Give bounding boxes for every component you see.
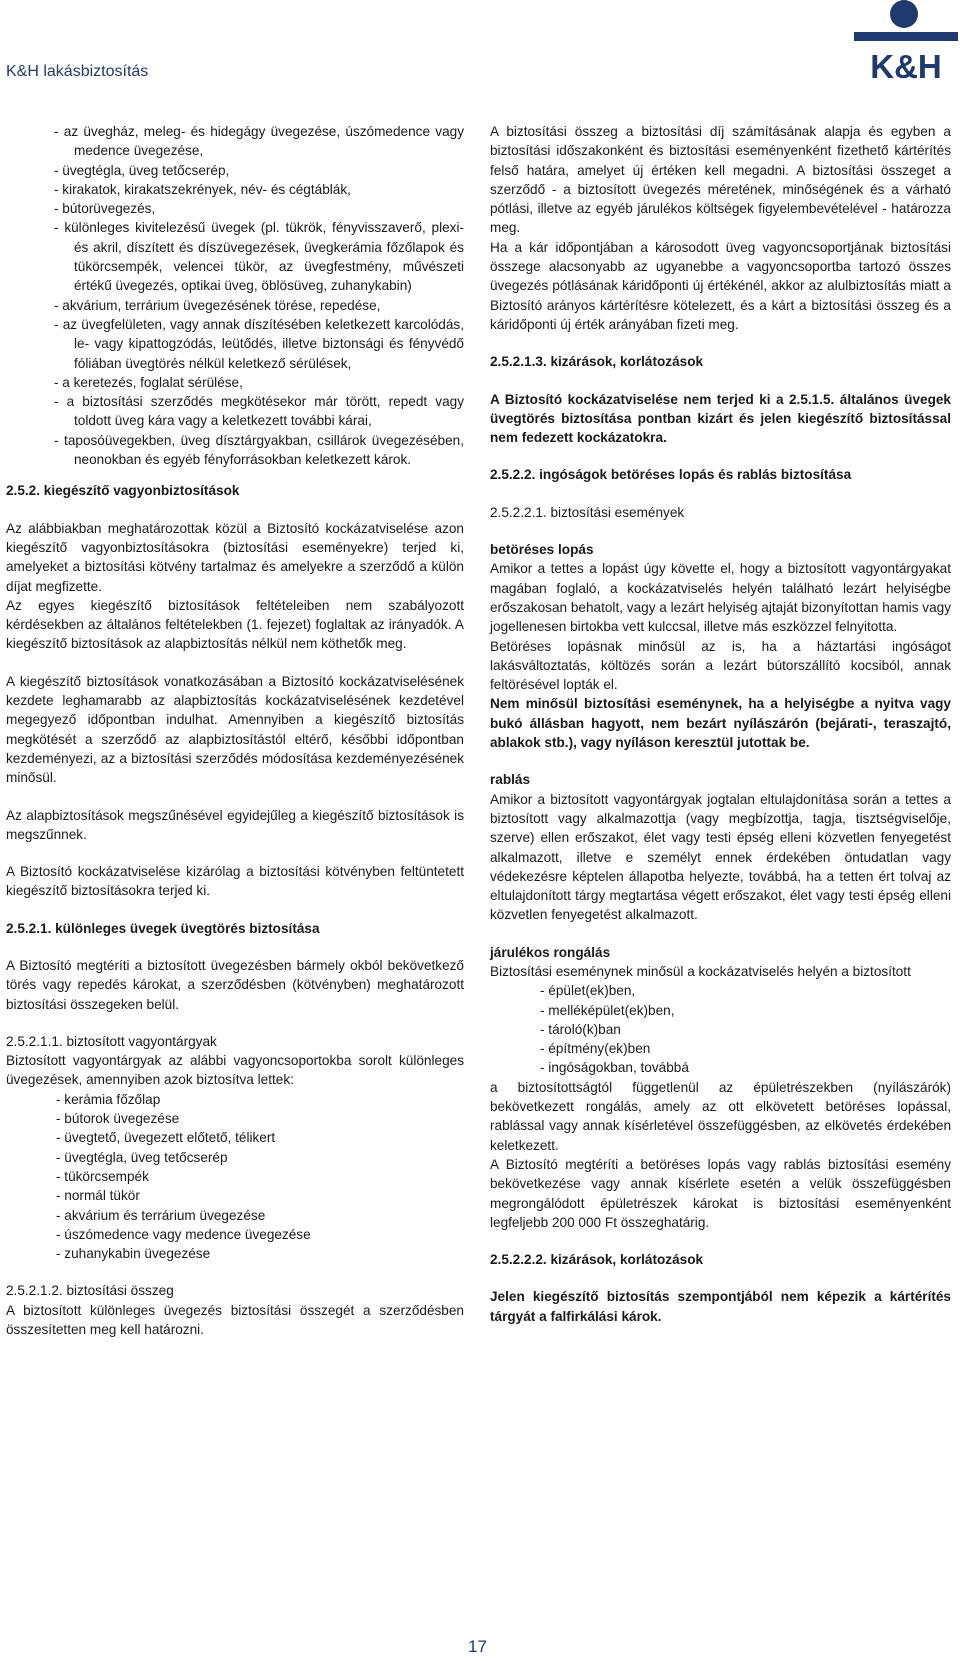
paragraph: Biztosítási eseménynek minősül a kockázatviselés helyén a biztosított <box>490 963 911 979</box>
kh-logo <box>850 0 960 86</box>
paragraph: A Biztosító megtéríti a betöréses lopás vagy rablás biztosítási esemény bekövetkezése vagy annak kísérlete esetén a velük összefüggésben megrongálódott épületrészek károkat is biztosítási eseményenként legfeljebb 200 000 Ft összeghatárig. <box>490 1156 951 1230</box>
subsection-heading-2-5-2-1-3: 2.5.2.1.3. kizárások, korlátozások <box>490 354 704 370</box>
list-item: - kerámia főzőlap <box>56 1091 161 1107</box>
insured-items-list <box>6 1090 464 1264</box>
jarulekos-items-list <box>490 981 951 1077</box>
subheading-rablas: rablás <box>490 772 531 788</box>
subsection-heading-2-5-2-2-2: 2.5.2.2.2. kizárások, korlátozások <box>490 1252 704 1268</box>
paragraph: Amikor a tettes a lopást úgy követte el, hogy a biztosított vagyontárgyakat magában foglaló, a kockázatviselés helyén található lezárt helyiségbe erőszakosan behatolt, vagy a lezárt helyiség ajtaját bizonyítottan hamis vagy jogellenesen birtokba vett kulccsal, illetve más eszközzel felnyitotta. <box>490 561 951 635</box>
list-item: - tükörcsempék <box>56 1168 149 1184</box>
list-item: - üvegtető, üvegezett előtető, télikert <box>56 1130 276 1146</box>
paragraph-bold: Nem minősül biztosítási eseménynek, ha a helyiségbe a nyitva vagy bukó állásban hagyott, nem bezárt nyílászárón (bejárati-, teraszajtó, ablakok stb.), vagy nyíláson keresztül jutottak be. <box>490 696 951 751</box>
paragraph: a biztosítottságtól függetlenül az épületrészekben (nyílászárók) bekövetkezett rongálás, amely az ott elkövetett betöréses lopással, rablással vagy annak kísérletével összefüggésben, az elkövetés érdekében keletkezett. <box>490 1079 951 1153</box>
list-item: - a biztosítási szerződés megkötésekor már törött, repedt vagy toldott üveg kára vagy a keletkezett további kárai, <box>54 394 464 429</box>
paragraph: A kiegészítő biztosítások vonatkozásában a Biztosító kockázatviselésének kezdete leghamarabb az alapbiztosítás kockázatviselésének kezdetével megegyező időpontban indulhat. Amennyiben a kiegészítő biztosítás megkötését a szerződő az alapbiztosítástól eltérő, későbbi időpontban kezdeményezi, az a biztosítási szerződés módosítása kezdeményezésének minősül. <box>6 673 464 786</box>
subsection-heading-2-5-2-2-1: 2.5.2.2.1. biztosítási események <box>490 504 685 520</box>
list-item: - akvárium és terrárium üvegezése <box>56 1207 266 1223</box>
paragraph: Amikor a biztosított vagyontárgyak jogtalan eltulajdonítása során a tettes a biztosított vagy alkalmazottja (vagy megbízottja, tagja, tisztségviselője, szerve) ellen erőszakot, élet vagy testi épség elleni közvetlen fenyegetést alkalmazott, illetve e személyt ennek érdekében öntudatlan vagy védekezésre képtelen állapotba helyezte, továbbá, ha a tetten ért tolvaj az eltulajdonított tárgy megtartása végett erőszakot, élet vagy testi épség elleni közvetlen fenyegetést alkalmazott. <box>490 791 951 923</box>
paragraph-bold: A Biztosító kockázatviselése nem terjed ki a 2.5.1.5. általános üvegek üvegtörés biztosítása pontban kizárt és jelen kiegészítő biztosítással nem fedezett kockázatokra. <box>490 391 951 446</box>
list-item: - a keretezés, foglalat sérülése, <box>54 374 243 390</box>
section-heading-2-5-2-2: 2.5.2.2. ingóságok betöréses lopás és rablás biztosítása <box>490 467 852 483</box>
list-item: - melléképület(ek)ben, <box>540 1002 675 1018</box>
list-item: - taposóüvegekben, üveg dísztárgyakban, csillárok üvegezésében, neonokban és egyéb fényforrásokban keletkezett károk. <box>54 432 464 468</box>
paragraph: Az egyes kiegészítő biztosítások feltételeiben nem szabályozott kérdésekben az általános feltételekben (1. fejezet) foglaltak az irányadók. A kiegészítő biztosítások az alapbiztosítás nélkül nem köthetők meg. <box>6 597 464 652</box>
page-number: 17 <box>468 1637 487 1656</box>
paragraph-bold: Jelen kiegészítő biztosítás szempontjából nem képezik a kártérítés tárgyát a falfirkálási károk. <box>490 1289 951 1324</box>
list-item: - épület(ek)ben, <box>540 983 636 999</box>
list-item: - normál tükör <box>56 1188 140 1204</box>
logo-text: K&H <box>870 48 942 85</box>
paragraph: Biztosított vagyontárgyak az alábbi vagyoncsoportokba sorolt különleges üvegezések, amennyiben azok biztosítva lettek: <box>6 1053 464 1088</box>
paragraph: A biztosítási összeg a biztosítási díj számításának alapja és egyben a biztosítási időszakonként és biztosítási eseményenként fizethető kártérítés felső határa, amelyet új értéken kell megadni. A biztosítási összeget a szerződő - a biztosított üvegezés méretének, minőségének és a várható pótlási, illetve az egyéb járulékos költségek figyelembevételével - határozza meg. <box>490 124 951 236</box>
subheading-betoreses-lopas: betöréses lopás <box>490 542 594 558</box>
subsection-heading-2-5-2-1-1: 2.5.2.1.1. biztosított vagyontárgyak <box>6 1033 217 1049</box>
paragraph: Az alábbiakban meghatározottak közül a Biztosító kockázatviselése azon kiegészítő vagyonbiztosításokra (biztosítási eseményekre) terjed ki, amelyeket a biztosítási kötvény tartalmaz és amelyekre a szerződő a külön díjat megfizette. <box>6 520 464 594</box>
paragraph: Ha a kár időpontjában a károsodott üveg vagyoncsoportjának biztosítási összege alacsonyabb az ugyanebbe a vagyoncsoportba tartozó összes üvegezés pótlásának káridőponti új értékénél, akkor az alulbiztosítás miatt a Biztosító arányos kártérítésre kötelezett, és a kárt a biztosítási összeg és a káridőponti új érték arányában fizeti meg. <box>490 239 951 332</box>
list-item: - bútorok üvegezése <box>56 1111 180 1127</box>
paragraph: A Biztosító megtéríti a biztosított üvegezésben bármely okból bekövetkező törés vagy repedés károkat, a szerződésben (kötvényben) meghatározott biztosítási összegeken belül. <box>6 957 464 1012</box>
list-item: - üvegtégla, üveg tetőcserép <box>56 1149 228 1165</box>
list-item: - zuhanykabin üvegezése <box>56 1246 211 1262</box>
paragraph: A Biztosító kockázatviselése kizárólag a biztosítási kötvényben feltüntetett kiegészítő biztosításokra terjed ki. <box>6 864 464 899</box>
paragraph: A biztosított különleges üvegezés biztosítási összegét a szerződésben összesítetten meg kell határozni. <box>6 1302 464 1338</box>
list-item: - akvárium, terrárium üvegezésének törése, repedése, <box>54 297 381 313</box>
paragraph: Betöréses lopásnak minősül az is, ha a háztartási ingóságot lakásváltoztatás, költözés során a lezárt bútorszállító kocsiból, annak feltörésével lopták el. <box>490 638 951 693</box>
section-heading-2-5-2-1: 2.5.2.1. különleges üvegek üvegtörés biztosítása <box>6 920 320 936</box>
list-item: - különleges kivitelezésű üvegek (pl. tükrök, fényvisszaverő, plexi- és akril, díszített és díszüvegezések, üvegkerámia főzőlapok és tükörcsempék, velencei tükör, az üvegfestmény, művészeti értékű üvegezés, optikai üveg, öblösüveg, zuhanykabin) <box>54 220 464 294</box>
list-item: - tároló(k)ban <box>540 1021 621 1037</box>
list-item: - úszómedence vagy medence üvegezése <box>56 1226 311 1242</box>
section-heading-2-5-2: 2.5.2. kiegészítő vagyonbiztosítások <box>6 483 240 499</box>
list-item: - üvegtégla, üveg tetőcserép, <box>54 162 230 178</box>
list-item: - az üvegház, meleg- és hidegágy üvegezése, úszómedence vagy medence üvegezése, <box>54 124 464 159</box>
subheading-jarulekos-rongalas: járulékos rongálás <box>490 944 611 960</box>
right-column <box>490 122 951 1326</box>
document-header-title: K&H lakásbiztosítás <box>6 63 149 80</box>
list-item: - bútorüvegezés, <box>54 201 156 217</box>
list-item: - építmény(ek)ben <box>540 1041 651 1057</box>
list-item: - ingóságokban, továbbá <box>540 1060 689 1076</box>
list-item: - az üvegfelületen, vagy annak díszítésében keletkezett karcolódás, le- vagy kipattogzódás, leütődés, illetve biztonsági és fényvédő fóliában üvegtörés nélkül keletkező sérülések, <box>54 316 464 371</box>
list-item: - kirakatok, kirakatszekrények, név- és cégtáblák, <box>54 181 351 197</box>
left-column <box>6 122 464 1339</box>
paragraph: Az alapbiztosítások megszűnésével egyidejűleg a kiegészítő biztosítások is megszűnnek. <box>6 807 464 842</box>
subsection-heading-2-5-2-1-2: 2.5.2.1.2. biztosítási összeg <box>6 1283 174 1299</box>
exclusion-list <box>6 122 464 469</box>
